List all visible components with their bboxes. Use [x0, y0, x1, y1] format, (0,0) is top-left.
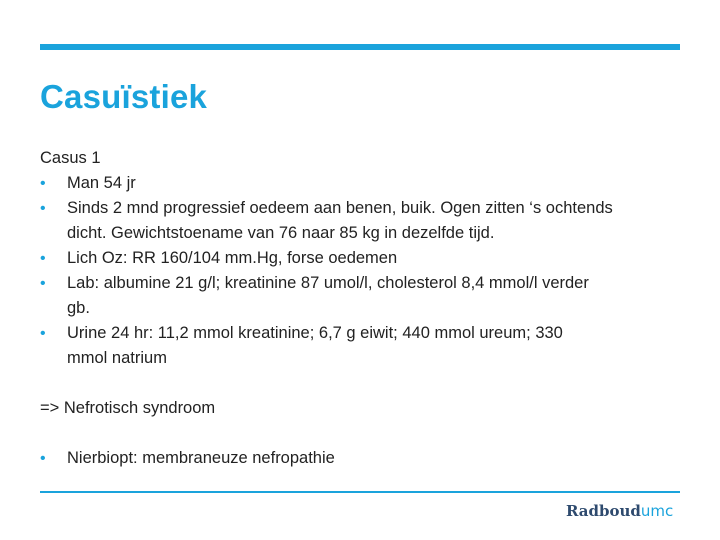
radboudumc-logo	[566, 502, 673, 520]
bullet-icon: •	[40, 450, 46, 467]
bullet-text: Lich Oz: RR 160/104 mm.Hg, forse oedemen	[67, 249, 398, 267]
logo-main-text: Radboud	[566, 502, 641, 520]
bullet-text-continued: mmol natrium	[67, 349, 167, 367]
bullet-text: Lab: albumine 21 g/l; kreatinine 87 umol/l, cholesterol 8,4 mmol/l verder	[67, 274, 589, 292]
bullet-item-final	[40, 446, 680, 471]
bullet-icon: •	[40, 175, 46, 192]
slide-title: Casuïstiek	[40, 78, 208, 115]
logo-suffix-text: umc	[640, 502, 674, 520]
conclusion-text: => Nefrotisch syndroom	[40, 399, 216, 417]
bullet-text: Man 54 jr	[67, 174, 136, 192]
bullet-item	[40, 321, 680, 371]
bullet-icon: •	[40, 200, 46, 217]
bullet-icon: •	[40, 275, 46, 292]
top-accent-bar	[40, 44, 680, 50]
bullet-item	[40, 171, 680, 196]
bullet-text: Urine 24 hr: 11,2 mmol kreatinine; 6,7 g eiwit; 440 mmol ureum; 330	[67, 324, 563, 342]
bullet-item	[40, 246, 680, 271]
spacer	[40, 371, 680, 396]
footer-divider	[40, 491, 680, 493]
slide-content	[40, 146, 680, 471]
bullet-icon: •	[40, 250, 46, 267]
bullet-text-continued: gb.	[67, 299, 90, 317]
bullet-list	[40, 171, 680, 371]
bullet-item	[40, 196, 680, 246]
spacer	[40, 421, 680, 446]
bullet-icon: •	[40, 325, 46, 342]
bullet-text-continued: dicht. Gewichtstoename van 76 naar 85 kg in dezelfde tijd.	[67, 224, 495, 242]
bullet-text: Nierbiopt: membraneuze nefropathie	[67, 449, 335, 467]
case-label: Casus 1	[40, 149, 101, 167]
bullet-text: Sinds 2 mnd progressief oedeem aan benen, buik. Ogen zitten ‘s ochtends	[67, 199, 613, 217]
bullet-item	[40, 271, 680, 321]
